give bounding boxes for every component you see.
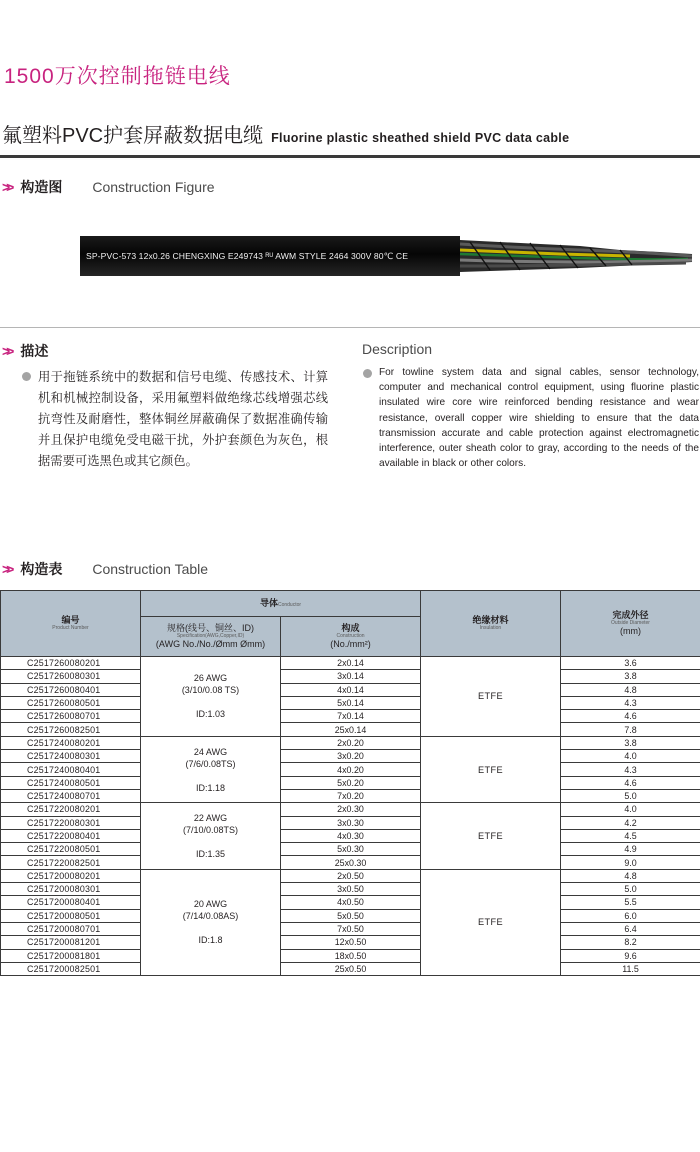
construction-cell: 3x0.20	[281, 750, 421, 763]
table-row	[1, 856, 700, 869]
construction-figure-heading-en: Construction Figure	[92, 179, 215, 195]
construction-cell: 7x0.14	[281, 710, 421, 723]
construction-table-heading	[2, 559, 208, 579]
product-number-cell: C2517260080701	[1, 710, 141, 723]
product-number-cell: C2517220080401	[1, 829, 141, 842]
outside-diameter-cell: 4.6	[561, 710, 700, 723]
outside-diameter-cell: 4.0	[561, 750, 700, 763]
outside-diameter-cell: 4.5	[561, 829, 700, 842]
construction-table-heading-en: Construction Table	[92, 561, 209, 577]
insulation-cell: ETFE	[421, 803, 561, 869]
insulation-cell: ETFE	[421, 736, 561, 802]
product-number-cell: C2517240080701	[1, 789, 141, 802]
header-construction: 构成 Construction (No./mm²)	[281, 617, 421, 657]
table-row	[1, 683, 700, 696]
table-row	[1, 657, 700, 670]
spec-awg: 26 AWG	[193, 673, 228, 684]
table-row	[1, 922, 700, 935]
insulation-cell: ETFE	[421, 657, 561, 737]
cable-wires-graphic	[460, 238, 700, 274]
table-row	[1, 763, 700, 776]
product-number-cell: C2517200081201	[1, 936, 141, 949]
bullet-icon	[22, 372, 31, 381]
product-number-cell: C2517220080501	[1, 843, 141, 856]
product-number-cell: C2517260080301	[1, 670, 141, 683]
outside-diameter-cell: 8.2	[561, 936, 700, 949]
construction-cell: 2x0.30	[281, 803, 421, 816]
construction-cell: 2x0.14	[281, 657, 421, 670]
title-divider	[0, 155, 700, 158]
header-product-number: 编号 Product Number	[1, 591, 141, 657]
insulation-cell: ETFE	[421, 869, 561, 975]
table-row	[1, 829, 700, 842]
outside-diameter-cell: 4.0	[561, 803, 700, 816]
product-number-cell: C2517240080501	[1, 776, 141, 789]
outside-diameter-cell: 5.5	[561, 896, 700, 909]
table-row	[1, 962, 700, 975]
construction-cell: 3x0.50	[281, 883, 421, 896]
product-number-cell: C2517200080201	[1, 869, 141, 882]
construction-cell: 25x0.50	[281, 962, 421, 975]
spec-awg: 24 AWG	[193, 746, 228, 757]
product-title-cn: 氟塑料PVC护套屏蔽数据电缆	[2, 125, 264, 147]
spec-id: ID:1.8	[198, 935, 223, 946]
construction-cell: 5x0.30	[281, 843, 421, 856]
product-number-cell: C2517200080501	[1, 909, 141, 922]
outside-diameter-cell: 5.0	[561, 789, 700, 802]
product-number-cell: C2517240080401	[1, 763, 141, 776]
bullet-icon	[363, 369, 372, 378]
outside-diameter-cell: 11.5	[561, 962, 700, 975]
table-row	[1, 710, 700, 723]
outside-diameter-cell: 4.2	[561, 816, 700, 829]
outside-diameter-cell: 7.8	[561, 723, 700, 736]
outside-diameter-cell: 4.3	[561, 763, 700, 776]
construction-cell: 4x0.14	[281, 683, 421, 696]
specification-cell	[141, 736, 281, 802]
description-heading-cn: 描述	[20, 343, 49, 359]
construction-cell: 18x0.50	[281, 949, 421, 962]
table-row	[1, 776, 700, 789]
construction-cell: 3x0.30	[281, 816, 421, 829]
table-row	[1, 896, 700, 909]
construction-table	[0, 590, 700, 976]
construction-cell: 5x0.20	[281, 776, 421, 789]
construction-table-body	[1, 657, 700, 976]
description-heading-en: Description	[362, 341, 433, 357]
construction-figure-heading	[2, 177, 215, 197]
outside-diameter-cell: 4.9	[561, 843, 700, 856]
table-row	[1, 843, 700, 856]
product-number-cell: C2517200080401	[1, 896, 141, 909]
table-row	[1, 909, 700, 922]
outside-diameter-cell: 4.6	[561, 776, 700, 789]
outside-diameter-cell: 6.0	[561, 909, 700, 922]
spec-strand: (7/14/0.08AS)	[182, 911, 239, 922]
construction-cell: 4x0.50	[281, 896, 421, 909]
cable-print-text: SP-PVC-573 12x0.26 CHENGXING E249743 ᴿᵁ AWM STYLE 2464 300V 80℃ CE	[86, 250, 409, 261]
specification-cell	[141, 869, 281, 975]
table-row	[1, 816, 700, 829]
cable-illustration	[80, 236, 620, 276]
spec-id: ID:1.03	[195, 709, 226, 720]
spec-strand: (3/10/0.08 TS)	[181, 685, 240, 696]
construction-cell: 7x0.50	[281, 922, 421, 935]
table-row	[1, 936, 700, 949]
table-row	[1, 750, 700, 763]
table-row	[1, 789, 700, 802]
outside-diameter-cell: 3.8	[561, 670, 700, 683]
construction-cell: 4x0.20	[281, 763, 421, 776]
construction-cell: 3x0.14	[281, 670, 421, 683]
table-row	[1, 883, 700, 896]
outside-diameter-cell: 4.8	[561, 869, 700, 882]
outside-diameter-cell: 6.4	[561, 922, 700, 935]
outside-diameter-cell: 5.0	[561, 883, 700, 896]
product-number-cell: C2517240080301	[1, 750, 141, 763]
product-title-en: Fluorine plastic sheathed shield PVC data cable	[271, 131, 570, 145]
product-title	[2, 119, 569, 148]
header-outside-diameter: 完成外径 Outside Diameter (mm)	[561, 591, 700, 657]
product-number-cell: C2517260082501	[1, 723, 141, 736]
double-chevron-icon: >>	[2, 179, 11, 195]
header-specification: 规格(线号、铜丝、ID) Specification(AWG,Copper,ID) (AWG No./No./Ømm Ømm)	[141, 617, 281, 657]
table-row	[1, 723, 700, 736]
specification-cell	[141, 657, 281, 737]
construction-cell: 5x0.50	[281, 909, 421, 922]
product-number-cell: C2517260080201	[1, 657, 141, 670]
construction-cell: 2x0.50	[281, 869, 421, 882]
description-heading	[2, 341, 48, 361]
description-text-cn: 用于拖链系统中的数据和信号电缆、传感技术、计算机和机械控制设备，采用氟塑料做绝缘芯线增强芯线抗弯性及耐磨性，整体铜丝屏蔽确保了数据准确传输并且保护电缆免受电磁干扰，外护套颜色为灰色，根据需要可选黑色或其它颜色。	[38, 370, 328, 468]
specification-cell	[141, 803, 281, 869]
table-row	[1, 949, 700, 962]
outside-diameter-cell: 9.6	[561, 949, 700, 962]
double-chevron-icon: >>	[2, 343, 11, 359]
construction-figure-heading-cn: 构造图	[20, 179, 63, 195]
cable-jacket	[80, 236, 460, 276]
product-number-cell: C2517220080201	[1, 803, 141, 816]
product-number-cell: C2517200080301	[1, 883, 141, 896]
construction-cell: 25x0.14	[281, 723, 421, 736]
outside-diameter-cell: 4.8	[561, 683, 700, 696]
product-number-cell: C2517220082501	[1, 856, 141, 869]
double-chevron-icon: >>	[2, 561, 11, 577]
outside-diameter-cell: 3.8	[561, 736, 700, 749]
product-number-cell: C2517240080201	[1, 736, 141, 749]
construction-cell: 7x0.20	[281, 789, 421, 802]
product-number-cell: C2517200081801	[1, 949, 141, 962]
construction-cell: 4x0.30	[281, 829, 421, 842]
header-conductor: 导体Conductor	[141, 591, 421, 617]
product-number-cell: C2517200082501	[1, 962, 141, 975]
spec-awg: 22 AWG	[193, 813, 228, 823]
spec-strand: (7/6/0.08TS)	[185, 758, 236, 769]
product-number-cell: C2517260080401	[1, 683, 141, 696]
section-divider	[0, 327, 700, 328]
header-insulation: 绝缘材料 Insulation	[421, 591, 561, 657]
product-number-cell: C2517260080501	[1, 696, 141, 709]
spec-awg: 20 AWG	[193, 899, 228, 910]
outside-diameter-cell: 9.0	[561, 856, 700, 869]
description-text-en: For towline system data and signal cables, sensor technology, computer and mechanical control equipment, using fluorine plastic insulated wire core wire reinforced bending resistance and wear resistance, overall copper wire shielding to ensure that the data transmission accurate and cable protection against electromagnetic interference, outer sheath color to gray, according to the needs of the available in black or other colors.	[379, 367, 699, 470]
spec-id: ID:1.35	[195, 849, 226, 859]
construction-cell: 5x0.14	[281, 696, 421, 709]
product-number-cell: C2517200080701	[1, 922, 141, 935]
table-row	[1, 736, 700, 749]
spec-id: ID:1.18	[195, 782, 226, 793]
outside-diameter-cell: 3.6	[561, 657, 700, 670]
construction-table-heading-cn: 构造表	[20, 561, 63, 577]
product-number-cell: C2517220080301	[1, 816, 141, 829]
construction-cell: 2x0.20	[281, 736, 421, 749]
spec-strand: (7/10/0.08TS)	[182, 825, 239, 835]
table-row	[1, 803, 700, 816]
table-row	[1, 869, 700, 882]
outside-diameter-cell: 4.3	[561, 696, 700, 709]
series-title: 1500万次控制拖链电线	[4, 65, 231, 88]
table-row	[1, 670, 700, 683]
construction-cell: 12x0.50	[281, 936, 421, 949]
table-row	[1, 696, 700, 709]
construction-cell: 25x0.30	[281, 856, 421, 869]
